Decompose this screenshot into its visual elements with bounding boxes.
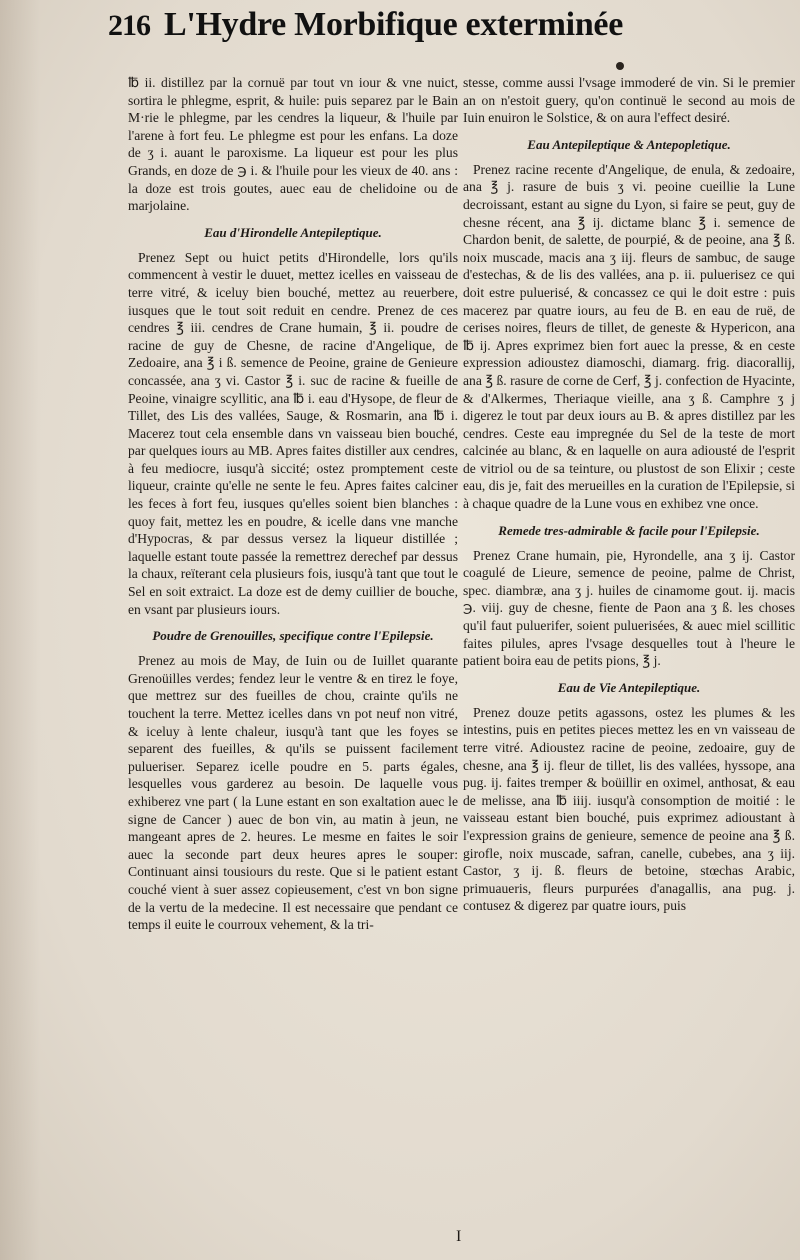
page-number: 216 (108, 9, 150, 42)
paragraph: Prenez douze petits agassons, ostez les plumes & les intestins, puis en petites pieces mettez les en vn vaisseau de terre vitré. Adioustez racine de peoine, zedoaire, guy de chesne, ana ℥ ij. fleur de tillet, lis des vallées, hyssope, ana pug. ij. faites tremper & boüillir en oximel, anthosat, & eau de melisse, ana ℔ iiij. iusqu'à consomption de moitié : le vaisseau estant bien bouché, puis exprimez adioustant à l'expression grains de genieure, semence de peoine ana ℥ ß. girofle, noix muscade, safran, canelle, cubebes, ana ʒ iij. Castor, ʒ ij. ß. fleurs de betoine, stœchas Arabic, primuaueris, fleurs purpurées d'anagallis, ana pug. j. contusez & digerez par quatre iours, puis (463, 704, 795, 914)
paragraph: Prenez racine recente d'Angelique, de enula, & zedoaire, ana ℥ j. rasure de buis ʒ vi. peoine cueillie la Lune decroissant, estant au signe du Lyon, si faire se peut, guy de chesne récent, ana ℥ ij. dictame blanc ℥ i. semence de Chardon benit, de salette, de pourpié, & de peoine, ana ℥ ß. noix muscade, macis ana ʒ iij. fleurs de sambuc, de sauge d'estechas, & de lis des vallées, ana p. ii. puluerisez ce qui doit estre puluerisé, & concassez ce qui le doit estre : puis macerez par quatre iours, au feu de B. en eau de ruë, de cerises noires, fleurs de tillet, de geneste & Hypericon, ana ℔ ij. Apres exprimez bien fort auec la presse, & en ceste expression adioustez diamoschi, diamarg. frig. diacorallij, ana ℥ ß. rasure de corne de Cerf, ℥ j. confection de Hyacinte, & d'Alkermes, Theriaque vieille, ana ʒ ß. Camphre ʒ j digerez le tout par deux iours au B. & apres distillez par les cendres. Ceste eau impregnée du Sel de la teste de mort calcinée au blanc, & en laquelle on aura adiousté de l'esprit de vitriol ou de sa teinture, ou plustost de son Elixir ; ceste eau, dis je, fait des merueilles en la curation de l'Epilepsie, si à chaque quadre de la Lune vous en exhibez vne once. (463, 161, 795, 512)
running-title: L'Hydre Morbifique exterminée (164, 6, 624, 43)
page-edge-shadow (0, 0, 40, 1260)
signature-mark: I (456, 1228, 462, 1245)
section-heading: Poudre de Grenouilles, specifique contre l'Epilepsie. (152, 628, 434, 644)
right-column (463, 74, 795, 921)
section-heading: Eau de Vie Antepileptique. (557, 679, 701, 695)
section-heading: Eau Antepileptique & Antepopletique. (527, 136, 731, 152)
section-heading: Eau d'Hirondelle Antepileptique. (204, 224, 382, 240)
paragraph: stesse, comme aussi l'vsage immoderé de vin. Si le premier an on n'estoit guery, qu'on continuë le second au mois de Iuin enuiron le Solstice, & on aura l'effect desiré. (463, 75, 795, 126)
left-column (128, 74, 458, 940)
section-heading: Remede tres-admirable & facile pour l'Epilepsie. (498, 522, 760, 538)
paragraph: Prenez Sept ou huict petits d'Hirondelle, lors qu'ils commencent à vestir le duuet, mettez icelles en vaisseau de terre vitré, & iceluy bien bouché, mettez au reuerbere, iusques que le tout soit reduit en cendre. Prenez de ces cendres ℥ iii. cendres de Crane humain, ℥ ii. poudre de racine de guy de Chesne, de racine d'Angelique, de Zedoaire, ana ℥ i ß. semence de Peoine, graine de Genieure concassée, ana ʒ vi. Castor ℥ i. suc de racine & fueille de Peoine, vinaigre scyllitic, ana ℔ i. eau d'Hysope, de fleur de Tillet, des Lis des vallées, Sauge, & Rosmarin, ana ℔ i. Macerez tout cela ensemble dans vn vaisseau bien bouché, par quelques iours au MB. Apres faites distiller aux cendres, à feu mediocre, iusqu'à siccité; ostez promptement ceste liqueur, crainte qu'elle ne sente le feu. Apres faites calciner les feces à fort feu, iusques qu'elles soient bien blanches : quoy fait, mettez les en poudre, & icelle dans vne manche d'Hypocras, & par dessus versez la liqueur distillée ; laquelle estant toute passée la remettrez derechef par dessus la chaux, reïterant cela plusieurs fois, iusqu'à tant que tout le Sel en soit extraict. La doze est de demy cuillier de bouche, en vsant par plusieurs iours. (128, 249, 458, 617)
paragraph: Prenez Crane humain, pie, Hyrondelle, ana ʒ ij. Castor coagulé de Lieure, semence de peoine, palme de Christ, spec. diambræ, ana ʒ j. huiles de cinamome gout. ij. macis ℈. viij. guy de chesne, fiente de Paon ana ʒ ß. les choses qu'il faut puluerifer, soient puluerisées, & auec miel scillitic faites pilules, apres l'vsage desquelles tout à l'heure le patient boira eau de petits pions, ℥ j. (463, 547, 795, 669)
paragraph: ℔ ii. distillez par la cornuë par tout vn iour & vne nuict, sortira le phlegme, esprit, & huile: puis separez par le Bain M·rie le phlegme, par les cendres la liqueur, & l'huile par l'arene à fort feu. Le phlegme est pour les enfans. La doze de ʒ i. auant le paroxisme. La liqueur est pour les plus Grands, en doze de ℈ i. & l'huile pour les vieux de 40. ans : la doze est trois goutes, auec eau de chelidoine ou de marjolaine. (128, 75, 458, 214)
page-header (108, 6, 748, 50)
paragraph: Prenez au mois de May, de Iuin ou de Iuillet quarante Grenoüilles verdes; fendez leur le ventre & en tirez le foye, que mettrez sur des fueilles de chou, crainte qu'ils ne touchent la terre. Mettez icelles dans vn pot neuf non vitré, & iceluy à lente chaleur, iusqu'à tant que les foyes se separent des fueilles, & qu'ils se puissent facilement pulueriser. Separez icelle poudre en 5. parts égales, lesquelles vous garderez au besoin. De laquelle vous exhiberez vne part ( la Lune estant en son exaltation auec le signe de Cancer ) auec de bon vin, au matin à jeun, ne mangeant apres de 2. heures. Le mesme en faites le soir auec la seconde part deux heures apres le souper: Continuant ainsi tousiours du reste. Que si le patient estant couché vient à suer assez copieusement, c'est vn bon signe de la vertu de la medecine. Il est necessaire que pendant ce temps il euite le courroux vehement, & la tri- (128, 653, 458, 933)
ornament-dot (616, 62, 624, 70)
